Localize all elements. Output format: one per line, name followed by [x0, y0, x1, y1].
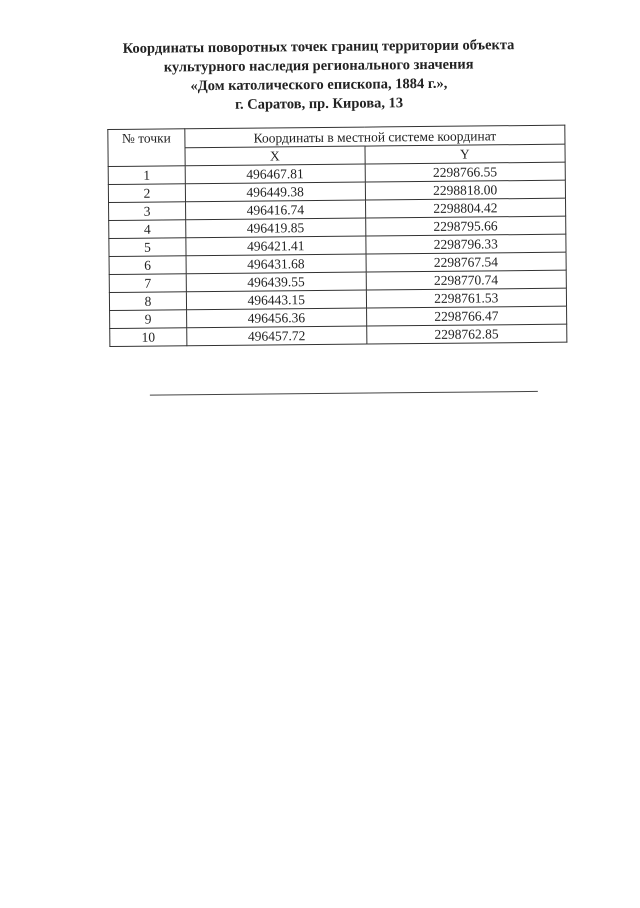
point-number: 1 [108, 166, 185, 185]
coord-x: 496456.36 [187, 308, 367, 328]
document-title [98, 36, 539, 116]
coord-y: 2298796.33 [365, 234, 566, 254]
coord-y: 2298804.42 [365, 198, 566, 218]
coord-y: 2298761.53 [366, 288, 567, 308]
point-number: 9 [110, 310, 187, 329]
point-number: 7 [109, 274, 186, 293]
coord-x: 496421.41 [186, 236, 366, 256]
coord-y: 2298767.54 [366, 252, 567, 272]
coord-y: 2298762.85 [366, 324, 567, 344]
coord-y: 2298818.00 [365, 180, 566, 200]
coord-x: 496419.85 [186, 218, 366, 238]
title-line-2: культурного наследия регионального значения [163, 56, 474, 76]
coordinates-table [107, 125, 567, 347]
title-line-3: «Дом католического епископа, 1884 г.», [190, 75, 448, 95]
header-coordinates: Координаты в местной системе координат [185, 125, 565, 148]
coord-x: 496431.68 [186, 254, 366, 274]
header-x: X [185, 146, 365, 166]
table-row [110, 324, 567, 346]
coord-x: 496443.15 [186, 290, 366, 310]
coord-x: 496449.38 [185, 182, 365, 202]
header-point-number: № точки [108, 129, 185, 167]
coord-x: 496416.74 [186, 200, 366, 220]
header-y: Y [365, 144, 566, 164]
title-line-1: Координаты поворотных точек границ территории объекта [122, 37, 515, 57]
point-number: 10 [110, 328, 187, 347]
point-number: 6 [109, 256, 186, 275]
divider-line [150, 391, 538, 396]
point-number: 8 [109, 292, 186, 311]
coord-x: 496467.81 [185, 164, 365, 184]
coord-x: 496457.72 [187, 326, 367, 346]
point-number: 2 [108, 184, 185, 203]
point-number: 3 [109, 202, 186, 221]
coord-y: 2298770.74 [366, 270, 567, 290]
coord-y: 2298795.66 [365, 216, 566, 236]
point-number: 5 [109, 238, 186, 257]
coord-y: 2298766.47 [366, 306, 567, 326]
coord-y: 2298766.55 [365, 162, 566, 182]
title-line-4: г. Саратов, пр. Кирова, 13 [234, 95, 404, 113]
coord-x: 496439.55 [186, 272, 366, 292]
point-number: 4 [109, 220, 186, 239]
